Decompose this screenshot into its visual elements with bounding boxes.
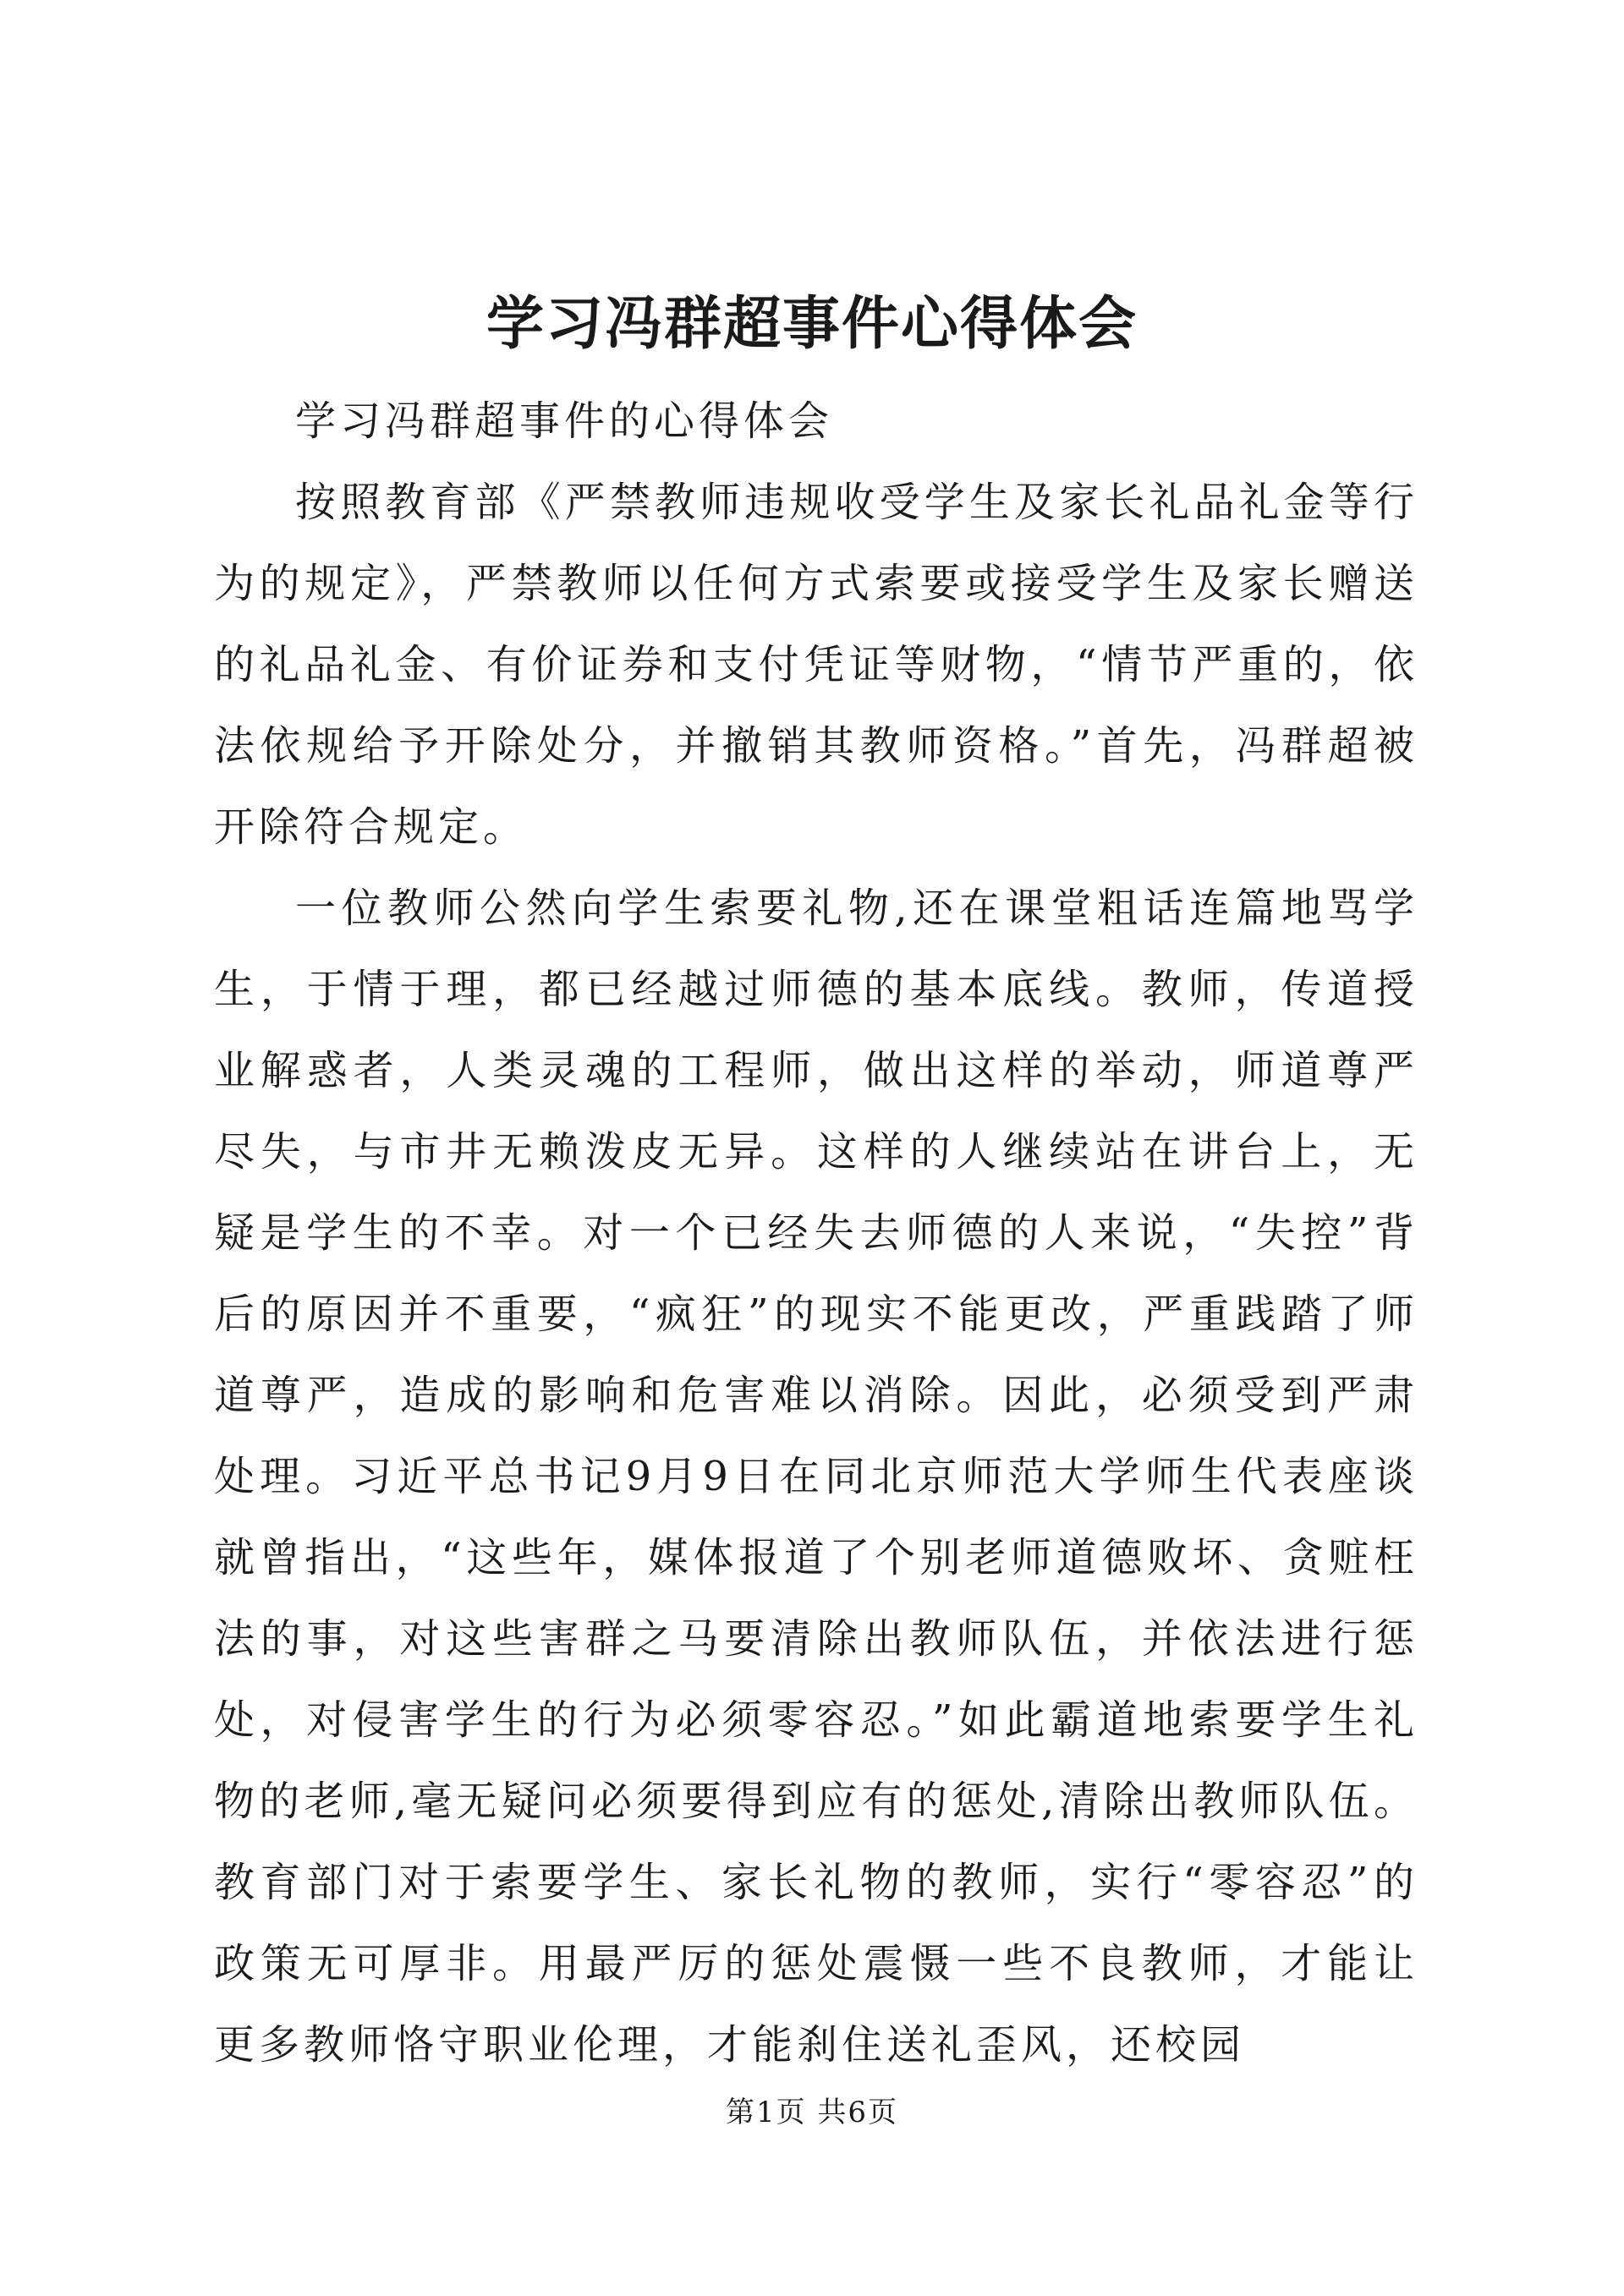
document-body bbox=[214, 381, 1418, 2085]
document-title: 学习冯群超事件心得体会 bbox=[486, 290, 1138, 358]
page-footer: 第1页 共6页 bbox=[725, 2096, 899, 2129]
subtitle-paragraph: 学习冯群超事件的心得体会 bbox=[295, 397, 834, 445]
body-paragraph-1: 按照教育部《严禁教师违规收受学生及家长礼品礼金等行为的规定》，严禁教师以任何方式索要或接受学生及家长赠送的礼品礼金、有价证券和支付凭证等财物，“情节严重的，依法依规给予开除处分，并撤销其教师资格。”首先，冯群超被开除符合规定。 bbox=[214, 479, 1418, 851]
body-paragraph-2: 一位教师公然向学生索要礼物,还在课堂粗话连篇地骂学生，于情于理，都已经越过师德的基本底线。教师，传道授业解惑者，人类灵魂的工程师，做出这样的举动，师道尊严尽失，与市井无赖泼皮无异。这样的人继续站在讲台上，无疑是学生的不幸。对一个已经失去师德的人来说，“失控”背后的原因并不重要，“疯狂”的现实不能更改，严重践踏了师道尊严，造成的影响和危害难以消除。因此，必须受到严肃处理。习近平总书记9月9日在同北京师范大学师生代表座谈就曾指出，“这些年，媒体报道了个别老师道德败坏、贪赃枉法的事，对这些害群之马要清除出教师队伍，并依法进行惩处，对侵害学生的行为必须零容忍。”如此霸道地索要学生礼物的老师,毫无疑问必须要得到应有的惩处,清除出教师队伍。教育部门对于索要学生、家长礼物的教师，实行“零容忍”的政策无可厚非。用最严厉的惩处震慑一些不良教师，才能让更多教师恪守职业伦理，才能刹住送礼歪风，还校园 bbox=[214, 885, 1418, 2069]
